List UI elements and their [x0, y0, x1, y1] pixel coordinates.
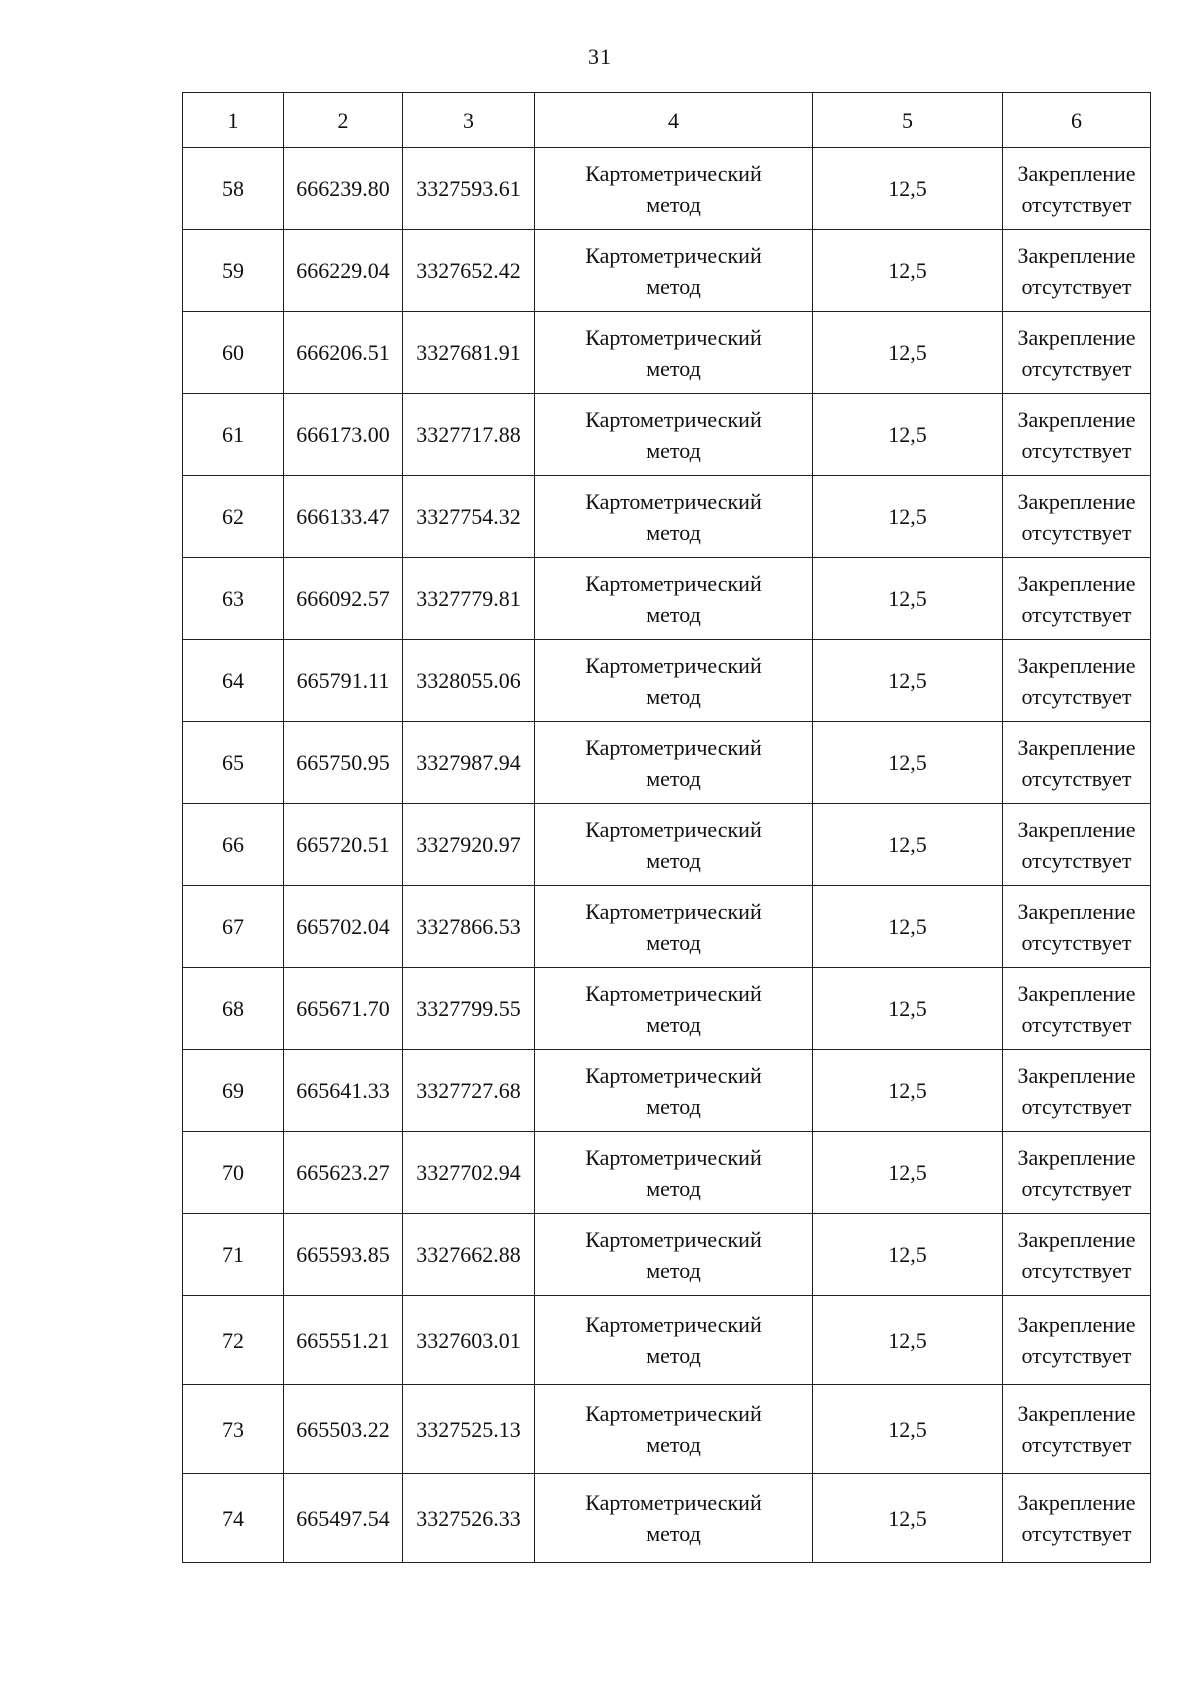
- point-number-cell: [183, 968, 284, 1050]
- fixing-line-1: Закрепление: [1017, 570, 1136, 596]
- fixing-cell: [1003, 1132, 1151, 1214]
- y-coordinate-cell: [403, 1050, 535, 1132]
- fixing-line-2: отсутствует: [1021, 273, 1132, 299]
- y-coordinate-cell: [403, 1385, 535, 1474]
- x-coordinate: 666239.80: [296, 176, 390, 201]
- method-line-2: метод: [646, 765, 701, 791]
- y-coordinate-cell: [403, 1296, 535, 1385]
- point-number: 58: [222, 176, 244, 201]
- method-line-1: Картометрический: [585, 488, 762, 514]
- table-row: [183, 394, 1151, 476]
- accuracy-cell: [813, 886, 1003, 968]
- fixing-line-2: отсутствует: [1021, 1093, 1132, 1119]
- table-row: [183, 476, 1151, 558]
- point-number-cell: [183, 476, 284, 558]
- fixing-cell: [1003, 1474, 1151, 1563]
- point-number: 67: [222, 914, 244, 939]
- point-number: 72: [222, 1327, 244, 1353]
- accuracy-value: 12,5: [888, 1160, 927, 1185]
- header-col-5: 5: [813, 93, 1003, 148]
- fixing-line-1: Закрепление: [1017, 1062, 1136, 1088]
- x-coordinate: 665671.70: [296, 996, 390, 1021]
- x-coordinate: 665720.51: [296, 832, 390, 857]
- table-row: [183, 1296, 1151, 1385]
- fixing-cell: [1003, 804, 1151, 886]
- page-number: 31: [588, 44, 612, 69]
- accuracy-cell: [813, 1050, 1003, 1132]
- header-col-6: 6: [1003, 93, 1151, 148]
- table-row: [183, 968, 1151, 1050]
- fixing-line-1: Закрепление: [1017, 1401, 1136, 1426]
- table-row: [183, 312, 1151, 394]
- method-line-2: метод: [646, 355, 701, 381]
- method-cell: [535, 886, 813, 968]
- x-coordinate-cell: [284, 1474, 403, 1563]
- fixing-line-1: Закрепление: [1017, 980, 1136, 1006]
- y-coordinate: 3327603.01: [416, 1327, 521, 1353]
- x-coordinate: 665497.54: [296, 1505, 390, 1531]
- point-number-cell: [183, 1214, 284, 1296]
- y-coordinate: 3327652.42: [416, 258, 521, 283]
- accuracy-value: 12,5: [888, 996, 927, 1021]
- fixing-cell: [1003, 1050, 1151, 1132]
- accuracy-value: 12,5: [888, 258, 927, 283]
- fixing-line-2: отсутствует: [1021, 437, 1132, 463]
- accuracy-cell: [813, 476, 1003, 558]
- y-coordinate: 3327866.53: [416, 914, 521, 939]
- accuracy-cell: [813, 148, 1003, 230]
- x-coordinate-cell: [284, 312, 403, 394]
- y-coordinate: 3327920.97: [416, 832, 521, 857]
- x-coordinate-cell: [284, 1296, 403, 1385]
- method-line-2: метод: [646, 1432, 701, 1457]
- x-coordinate-cell: [284, 968, 403, 1050]
- point-number-cell: [183, 804, 284, 886]
- fixing-line-1: Закрепление: [1017, 734, 1136, 760]
- x-coordinate-cell: [284, 558, 403, 640]
- y-coordinate: 3327593.61: [416, 176, 521, 201]
- y-coordinate-cell: [403, 394, 535, 476]
- method-cell: [535, 968, 813, 1050]
- method-line-1: Картометрический: [585, 324, 762, 350]
- method-cell: [535, 1385, 813, 1474]
- method-cell: [535, 558, 813, 640]
- accuracy-value: 12,5: [888, 504, 927, 529]
- fixing-line-1: Закрепление: [1017, 1490, 1136, 1515]
- fixing-line-1: Закрепление: [1017, 652, 1136, 678]
- method-line-2: метод: [646, 1011, 701, 1037]
- accuracy-value: 12,5: [888, 1242, 927, 1267]
- fixing-line-2: отсутствует: [1021, 765, 1132, 791]
- point-number-cell: [183, 1132, 284, 1214]
- method-line-1: Картометрический: [585, 242, 762, 268]
- method-cell: [535, 230, 813, 312]
- accuracy-cell: [813, 558, 1003, 640]
- method-line-2: метод: [646, 1175, 701, 1201]
- fixing-line-2: отсутствует: [1021, 1011, 1132, 1037]
- x-coordinate: 665593.85: [296, 1242, 390, 1267]
- y-coordinate: 3327525.13: [416, 1416, 521, 1442]
- y-coordinate-cell: [403, 1214, 535, 1296]
- table-row: [183, 148, 1151, 230]
- fixing-line-1: Закрепление: [1017, 898, 1136, 924]
- x-coordinate-cell: [284, 476, 403, 558]
- accuracy-value: 12,5: [888, 340, 927, 365]
- accuracy-cell: [813, 312, 1003, 394]
- point-number: 71: [222, 1242, 244, 1267]
- point-number: 69: [222, 1078, 244, 1103]
- accuracy-value: 12,5: [888, 1078, 927, 1103]
- y-coordinate-cell: [403, 476, 535, 558]
- y-coordinate: 3327727.68: [416, 1078, 521, 1103]
- method-line-1: Картометрический: [585, 734, 762, 760]
- method-line-2: метод: [646, 437, 701, 463]
- y-coordinate: 3327779.81: [416, 586, 521, 611]
- fixing-cell: [1003, 394, 1151, 476]
- accuracy-value: 12,5: [888, 668, 927, 693]
- point-number-cell: [183, 394, 284, 476]
- method-cell: [535, 1132, 813, 1214]
- y-coordinate-cell: [403, 968, 535, 1050]
- accuracy-cell: [813, 394, 1003, 476]
- point-number-cell: [183, 1385, 284, 1474]
- method-line-2: метод: [646, 929, 701, 955]
- accuracy-cell: [813, 804, 1003, 886]
- accuracy-value: 12,5: [888, 832, 927, 857]
- accuracy-cell: [813, 1296, 1003, 1385]
- accuracy-cell: [813, 1132, 1003, 1214]
- method-line-2: метод: [646, 683, 701, 709]
- accuracy-cell: [813, 1385, 1003, 1474]
- x-coordinate: 665503.22: [296, 1416, 390, 1442]
- point-number: 68: [222, 996, 244, 1021]
- accuracy-value: 12,5: [888, 422, 927, 447]
- method-line-1: Картометрический: [585, 980, 762, 1006]
- point-number: 61: [222, 422, 244, 447]
- y-coordinate: 3327702.94: [416, 1160, 521, 1185]
- table-row: [183, 558, 1151, 640]
- point-number-cell: [183, 1474, 284, 1563]
- point-number-cell: [183, 148, 284, 230]
- method-line-1: Картометрический: [585, 570, 762, 596]
- method-cell: [535, 1214, 813, 1296]
- method-line-1: Картометрический: [585, 160, 762, 186]
- table-row: [183, 804, 1151, 886]
- accuracy-cell: [813, 1214, 1003, 1296]
- method-line-2: метод: [646, 1343, 701, 1368]
- fixing-line-2: отсутствует: [1021, 1432, 1132, 1457]
- point-number-cell: [183, 722, 284, 804]
- x-coordinate-cell: [284, 804, 403, 886]
- table-header: [183, 93, 1151, 148]
- method-line-1: Картометрический: [585, 1144, 762, 1170]
- header-col-1: 1: [183, 93, 284, 148]
- method-line-1: Картометрический: [585, 1312, 762, 1337]
- accuracy-value: 12,5: [888, 750, 927, 775]
- fixing-line-1: Закрепление: [1017, 816, 1136, 842]
- fixing-cell: [1003, 476, 1151, 558]
- point-number: 64: [222, 668, 244, 693]
- coordinates-table: [182, 92, 1151, 1563]
- y-coordinate: 3327662.88: [416, 1242, 521, 1267]
- x-coordinate-cell: [284, 1214, 403, 1296]
- fixing-line-2: отсутствует: [1021, 1257, 1132, 1283]
- table-row: [183, 1385, 1151, 1474]
- fixing-line-2: отсутствует: [1021, 1343, 1132, 1368]
- fixing-line-2: отсутствует: [1021, 601, 1132, 627]
- fixing-cell: [1003, 968, 1151, 1050]
- x-coordinate-cell: [284, 230, 403, 312]
- x-coordinate: 665623.27: [296, 1160, 390, 1185]
- point-number-cell: [183, 640, 284, 722]
- y-coordinate: 3327754.32: [416, 504, 521, 529]
- table-row: [183, 640, 1151, 722]
- fixing-cell: [1003, 1296, 1151, 1385]
- x-coordinate-cell: [284, 1132, 403, 1214]
- accuracy-value: 12,5: [888, 1505, 927, 1531]
- fixing-line-1: Закрепление: [1017, 1144, 1136, 1170]
- point-number: 73: [222, 1416, 244, 1442]
- method-line-2: метод: [646, 519, 701, 545]
- method-line-1: Картометрический: [585, 652, 762, 678]
- method-line-1: Картометрический: [585, 898, 762, 924]
- y-coordinate-cell: [403, 148, 535, 230]
- table-row: [183, 1050, 1151, 1132]
- fixing-line-1: Закрепление: [1017, 1226, 1136, 1252]
- fixing-cell: [1003, 558, 1151, 640]
- fixing-cell: [1003, 1214, 1151, 1296]
- x-coordinate-cell: [284, 394, 403, 476]
- point-number-cell: [183, 230, 284, 312]
- fixing-cell: [1003, 148, 1151, 230]
- header-row: [183, 93, 1151, 148]
- y-coordinate-cell: [403, 804, 535, 886]
- table-row: [183, 1214, 1151, 1296]
- method-line-1: Картометрический: [585, 1226, 762, 1252]
- accuracy-value: 12,5: [888, 176, 927, 201]
- method-cell: [535, 394, 813, 476]
- y-coordinate: 3327681.91: [416, 340, 521, 365]
- fixing-cell: [1003, 722, 1151, 804]
- accuracy-cell: [813, 230, 1003, 312]
- accuracy-value: 12,5: [888, 914, 927, 939]
- method-cell: [535, 1050, 813, 1132]
- accuracy-value: 12,5: [888, 1416, 927, 1442]
- point-number: 60: [222, 340, 244, 365]
- x-coordinate-cell: [284, 886, 403, 968]
- method-cell: [535, 804, 813, 886]
- fixing-line-2: отсутствует: [1021, 1521, 1132, 1546]
- point-number-cell: [183, 1296, 284, 1385]
- fixing-line-2: отсутствует: [1021, 683, 1132, 709]
- point-number: 63: [222, 586, 244, 611]
- method-line-2: метод: [646, 601, 701, 627]
- x-coordinate-cell: [284, 1050, 403, 1132]
- x-coordinate: 665641.33: [296, 1078, 390, 1103]
- y-coordinate: 3327987.94: [416, 750, 521, 775]
- method-cell: [535, 1474, 813, 1563]
- x-coordinate: 666173.00: [296, 422, 390, 447]
- fixing-line-2: отсутствует: [1021, 1175, 1132, 1201]
- point-number: 74: [222, 1505, 244, 1531]
- fixing-line-1: Закрепление: [1017, 242, 1136, 268]
- fixing-cell: [1003, 312, 1151, 394]
- y-coordinate: 3327717.88: [416, 422, 521, 447]
- fixing-line-1: Закрепление: [1017, 160, 1136, 186]
- accuracy-cell: [813, 640, 1003, 722]
- y-coordinate-cell: [403, 886, 535, 968]
- y-coordinate-cell: [403, 640, 535, 722]
- x-coordinate-cell: [284, 722, 403, 804]
- fixing-line-1: Закрепление: [1017, 1312, 1136, 1337]
- fixing-cell: [1003, 640, 1151, 722]
- point-number: 65: [222, 750, 244, 775]
- method-line-1: Картометрический: [585, 816, 762, 842]
- method-line-2: метод: [646, 273, 701, 299]
- fixing-line-2: отсутствует: [1021, 355, 1132, 381]
- accuracy-cell: [813, 1474, 1003, 1563]
- fixing-cell: [1003, 230, 1151, 312]
- fixing-line-2: отсутствует: [1021, 847, 1132, 873]
- y-coordinate-cell: [403, 1132, 535, 1214]
- table-row: [183, 886, 1151, 968]
- method-line-1: Картометрический: [585, 406, 762, 432]
- method-line-2: метод: [646, 1257, 701, 1283]
- x-coordinate: 666092.57: [296, 586, 390, 611]
- point-number-cell: [183, 1050, 284, 1132]
- method-line-1: Картометрический: [585, 1062, 762, 1088]
- accuracy-cell: [813, 968, 1003, 1050]
- fixing-line-1: Закрепление: [1017, 324, 1136, 350]
- header-col-3: 3: [403, 93, 535, 148]
- table-row: [183, 1474, 1151, 1563]
- y-coordinate: 3327526.33: [416, 1505, 521, 1531]
- method-cell: [535, 148, 813, 230]
- method-cell: [535, 1296, 813, 1385]
- method-cell: [535, 476, 813, 558]
- x-coordinate: 665551.21: [296, 1327, 390, 1353]
- x-coordinate: 666206.51: [296, 340, 390, 365]
- point-number: 62: [222, 504, 244, 529]
- table-row: [183, 722, 1151, 804]
- fixing-line-2: отсутствует: [1021, 191, 1132, 217]
- point-number-cell: [183, 312, 284, 394]
- fixing-line-1: Закрепление: [1017, 488, 1136, 514]
- accuracy-cell: [813, 722, 1003, 804]
- table-row: [183, 230, 1151, 312]
- method-cell: [535, 312, 813, 394]
- header-col-2: 2: [284, 93, 403, 148]
- header-col-4: 4: [535, 93, 813, 148]
- method-line-2: метод: [646, 847, 701, 873]
- y-coordinate-cell: [403, 312, 535, 394]
- y-coordinate: 3328055.06: [416, 668, 521, 693]
- fixing-cell: [1003, 886, 1151, 968]
- x-coordinate: 665702.04: [296, 914, 390, 939]
- table-row: [183, 1132, 1151, 1214]
- method-cell: [535, 640, 813, 722]
- y-coordinate-cell: [403, 230, 535, 312]
- y-coordinate-cell: [403, 558, 535, 640]
- fixing-line-1: Закрепление: [1017, 406, 1136, 432]
- method-line-2: метод: [646, 191, 701, 217]
- method-line-2: метод: [646, 1521, 701, 1546]
- point-number: 70: [222, 1160, 244, 1185]
- x-coordinate: 665750.95: [296, 750, 390, 775]
- method-line-1: Картометрический: [585, 1401, 762, 1426]
- y-coordinate-cell: [403, 722, 535, 804]
- accuracy-value: 12,5: [888, 1327, 927, 1353]
- x-coordinate: 666133.47: [296, 504, 390, 529]
- x-coordinate-cell: [284, 1385, 403, 1474]
- y-coordinate-cell: [403, 1474, 535, 1563]
- fixing-cell: [1003, 1385, 1151, 1474]
- point-number-cell: [183, 558, 284, 640]
- table-body: [183, 148, 1151, 1563]
- x-coordinate-cell: [284, 148, 403, 230]
- fixing-line-2: отсутствует: [1021, 929, 1132, 955]
- accuracy-value: 12,5: [888, 586, 927, 611]
- point-number-cell: [183, 886, 284, 968]
- point-number: 66: [222, 832, 244, 857]
- fixing-line-2: отсутствует: [1021, 519, 1132, 545]
- x-coordinate: 666229.04: [296, 258, 390, 283]
- y-coordinate: 3327799.55: [416, 996, 521, 1021]
- method-line-2: метод: [646, 1093, 701, 1119]
- x-coordinate-cell: [284, 640, 403, 722]
- method-line-1: Картометрический: [585, 1490, 762, 1515]
- method-cell: [535, 722, 813, 804]
- x-coordinate: 665791.11: [296, 668, 390, 693]
- point-number: 59: [222, 258, 244, 283]
